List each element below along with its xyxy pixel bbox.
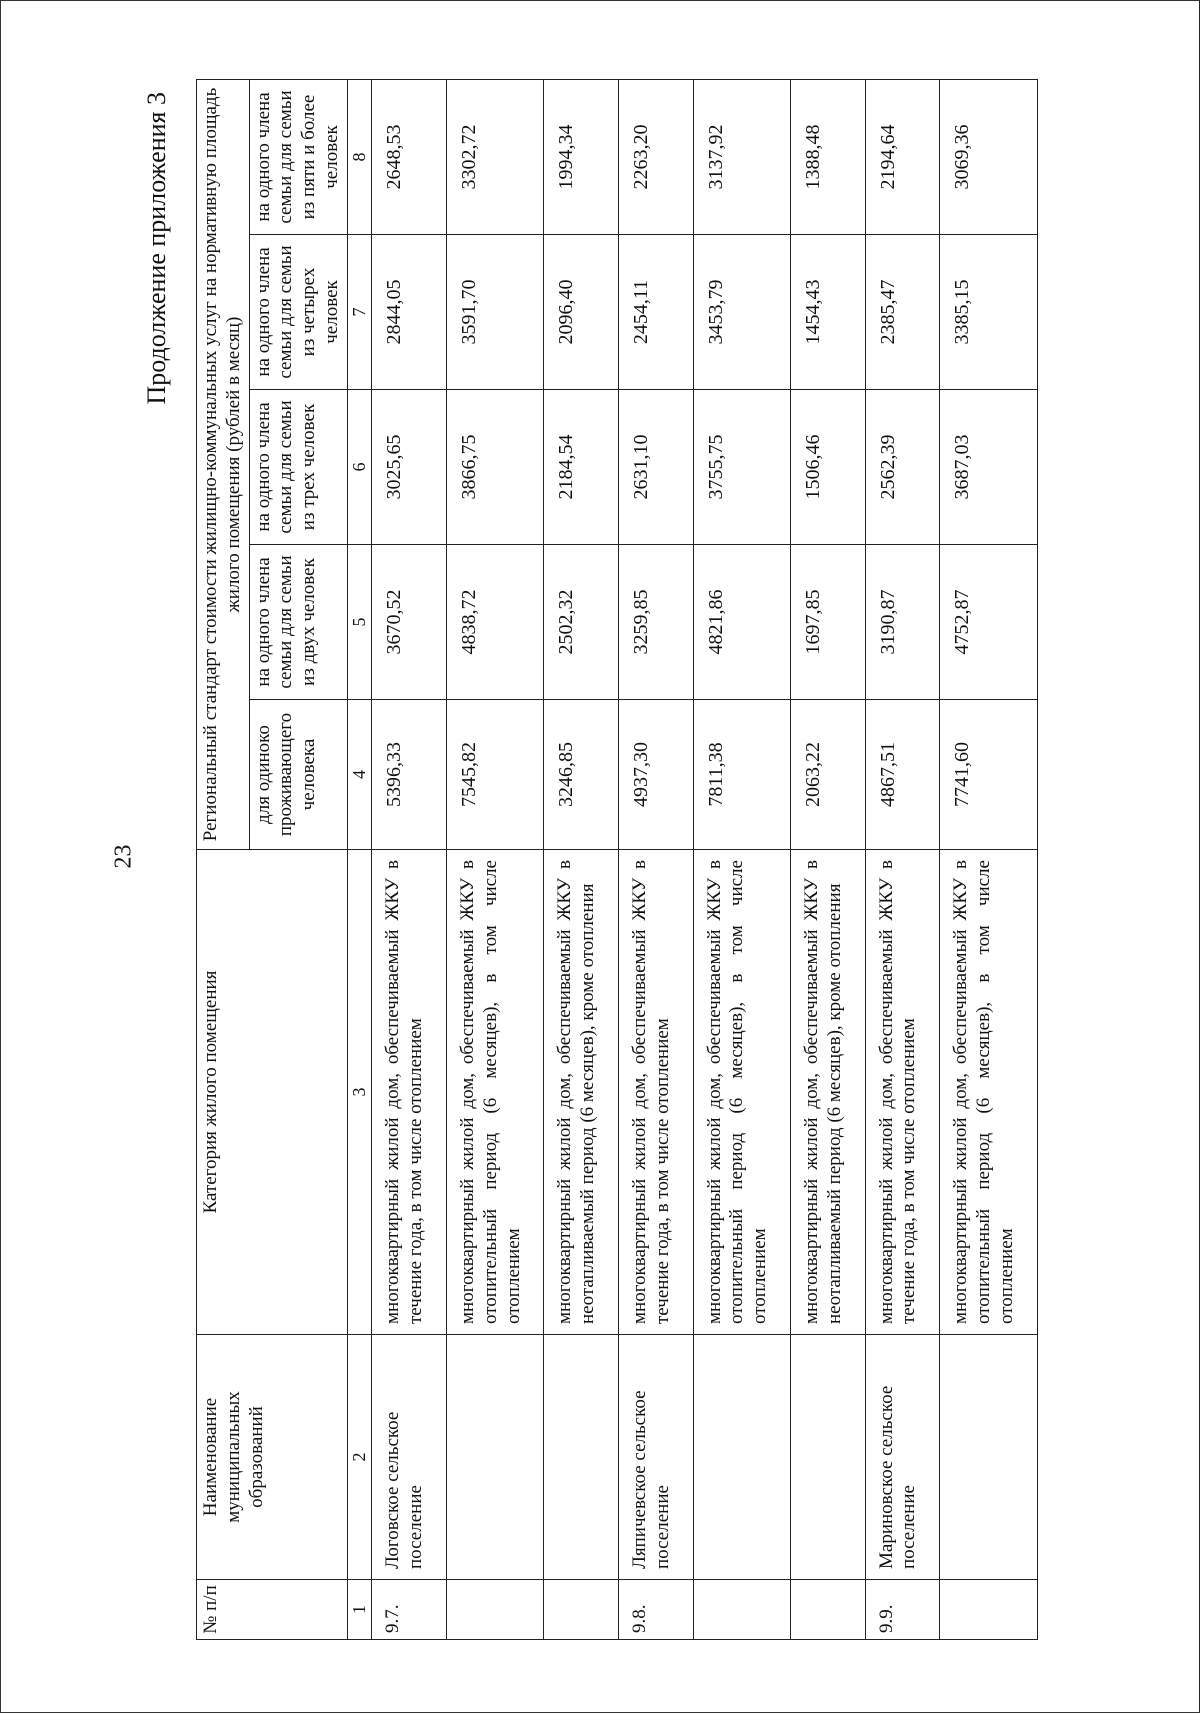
municipality-name bbox=[790, 1335, 865, 1580]
column-number: 2 bbox=[347, 1335, 372, 1580]
row-number bbox=[790, 1580, 865, 1640]
table-row bbox=[693, 80, 790, 1640]
row-number: 9.9. bbox=[865, 1580, 940, 1640]
municipality-name bbox=[693, 1335, 790, 1580]
value-single: 7741,60 bbox=[940, 700, 1037, 850]
value-family-2: 4752,87 bbox=[940, 545, 1037, 700]
column-number: 4 bbox=[347, 700, 372, 850]
value-family-4: 3591,70 bbox=[446, 235, 543, 390]
value-single: 2063,22 bbox=[790, 700, 865, 850]
housing-category: многоквартирный жилой дом, обеспечиваемый ЖКУ в течение года, в том числе отоплением bbox=[865, 850, 940, 1335]
housing-category: многоквартирный жилой дом, обеспечиваемый ЖКУ в неотапливаемый период (6 месяцев), кроме отопления bbox=[790, 850, 865, 1335]
municipality-name bbox=[940, 1335, 1037, 1580]
header-family-2: на одного члена семьи для семьи из двух человек bbox=[249, 545, 347, 700]
value-family-3: 1506,46 bbox=[790, 390, 865, 545]
header-group: Региональный стандарт стоимости жилищно-коммунальных услуг на нормативную площадь жилого помещения (рублей в месяц) bbox=[197, 80, 250, 850]
value-single: 3246,85 bbox=[544, 700, 619, 850]
housing-category: многоквартирный жилой дом, обеспечиваемый ЖКУ в течение года, в том числе отоплением bbox=[372, 850, 447, 1335]
value-family-4: 2454,11 bbox=[618, 235, 693, 390]
table-row bbox=[790, 80, 865, 1640]
value-single: 7545,82 bbox=[446, 700, 543, 850]
column-number: 1 bbox=[347, 1580, 372, 1640]
municipality-name: Логовское сельское поселение bbox=[372, 1335, 447, 1580]
value-family-5: 3302,72 bbox=[446, 80, 543, 235]
header-municipality: Наименование муниципальных образований bbox=[197, 1335, 348, 1580]
column-number: 7 bbox=[347, 235, 372, 390]
value-family-4: 3453,79 bbox=[693, 235, 790, 390]
row-number: 9.7. bbox=[372, 1580, 447, 1640]
continuation-heading: Продолжение приложения 3 bbox=[142, 92, 171, 405]
table-row bbox=[544, 80, 619, 1640]
row-number: 9.8. bbox=[618, 1580, 693, 1640]
value-family-3: 2562,39 bbox=[865, 390, 940, 545]
value-family-2: 3190,87 bbox=[865, 545, 940, 700]
value-family-4: 3385,15 bbox=[940, 235, 1037, 390]
standards-table bbox=[196, 79, 1038, 1640]
value-family-4: 2385,47 bbox=[865, 235, 940, 390]
value-family-5: 1994,34 bbox=[544, 80, 619, 235]
row-number bbox=[940, 1580, 1037, 1640]
header-family-5: на одного члена семьи для семьи из пяти и более человек bbox=[249, 80, 347, 235]
table-row bbox=[446, 80, 543, 1640]
value-family-4: 1454,43 bbox=[790, 235, 865, 390]
value-family-3: 3755,75 bbox=[693, 390, 790, 545]
housing-category: многоквартирный жилой дом, обеспечиваемый ЖКУ в течение года, в том числе отоплением bbox=[618, 850, 693, 1335]
value-family-2: 1697,85 bbox=[790, 545, 865, 700]
row-number bbox=[544, 1580, 619, 1640]
value-single: 4937,30 bbox=[618, 700, 693, 850]
municipality-name: Ляпичевское сельское поселение bbox=[618, 1335, 693, 1580]
rotated-content bbox=[140, 80, 1140, 1640]
table-row bbox=[618, 80, 693, 1640]
column-number-row bbox=[347, 80, 372, 1640]
header-single: для одиноко проживающего человека bbox=[249, 700, 347, 850]
value-family-2: 3670,52 bbox=[372, 545, 447, 700]
value-family-2: 2502,32 bbox=[544, 545, 619, 700]
value-family-2: 4821,86 bbox=[693, 545, 790, 700]
housing-category: многоквартирный жилой дом, обеспечиваемый ЖКУ в отопительный период (6 месяцев), в том числе отоплением bbox=[693, 850, 790, 1335]
table-row bbox=[940, 80, 1037, 1640]
value-family-5: 2648,53 bbox=[372, 80, 447, 235]
header-family-3: на одного члена семьи для семьи из трех человек bbox=[249, 390, 347, 545]
value-family-5: 2194,64 bbox=[865, 80, 940, 235]
column-number: 8 bbox=[347, 80, 372, 235]
value-family-2: 3259,85 bbox=[618, 545, 693, 700]
municipality-name: Мариновское сельское поселение bbox=[865, 1335, 940, 1580]
value-family-3: 2631,10 bbox=[618, 390, 693, 545]
value-family-3: 3866,75 bbox=[446, 390, 543, 545]
column-number: 6 bbox=[347, 390, 372, 545]
value-family-5: 3137,92 bbox=[693, 80, 790, 235]
column-number: 3 bbox=[347, 850, 372, 1335]
housing-category: многоквартирный жилой дом, обеспечиваемый ЖКУ в отопительный период (6 месяцев), в том числе отоплением bbox=[446, 850, 543, 1335]
housing-category: многоквартирный жилой дом, обеспечиваемый ЖКУ в отопительный период (6 месяцев), в том числе отоплением bbox=[940, 850, 1037, 1335]
table-row bbox=[372, 80, 447, 1640]
value-family-5: 2263,20 bbox=[618, 80, 693, 235]
value-family-5: 1388,48 bbox=[790, 80, 865, 235]
value-single: 7811,38 bbox=[693, 700, 790, 850]
value-family-3: 3025,65 bbox=[372, 390, 447, 545]
housing-category: многоквартирный жилой дом, обеспечиваемый ЖКУ в неотапливаемый период (6 месяцев), кроме отопления bbox=[544, 850, 619, 1335]
header-category: Категория жилого помещения bbox=[197, 850, 348, 1335]
value-single: 5396,33 bbox=[372, 700, 447, 850]
value-family-5: 3069,36 bbox=[940, 80, 1037, 235]
municipality-name bbox=[446, 1335, 543, 1580]
value-family-3: 2184,54 bbox=[544, 390, 619, 545]
page-number: 23 bbox=[110, 844, 137, 869]
column-number: 5 bbox=[347, 545, 372, 700]
value-family-2: 4838,72 bbox=[446, 545, 543, 700]
row-number bbox=[693, 1580, 790, 1640]
header-row-1 bbox=[197, 80, 250, 1640]
value-family-3: 3687,03 bbox=[940, 390, 1037, 545]
table-row bbox=[865, 80, 940, 1640]
header-family-4: на одного члена семьи для семьи из четырех человек bbox=[249, 235, 347, 390]
header-num: № п/п bbox=[197, 1580, 348, 1640]
municipality-name bbox=[544, 1335, 619, 1580]
value-family-4: 2096,40 bbox=[544, 235, 619, 390]
value-family-4: 2844,05 bbox=[372, 235, 447, 390]
row-number bbox=[446, 1580, 543, 1640]
value-single: 4867,51 bbox=[865, 700, 940, 850]
